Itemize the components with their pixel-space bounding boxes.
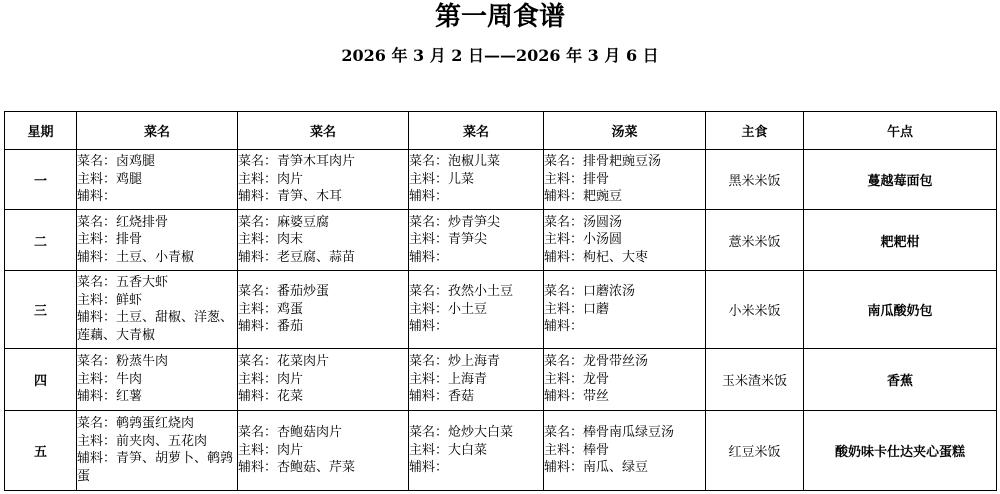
dish-name: 菜名：鹌鹑蛋红烧肉 [77,416,195,432]
dish-aux: 辅料： [409,319,449,335]
dish-name: 菜名：汤圆汤 [544,214,623,230]
dish-name: 菜名：杏鲍菇肉片 [238,425,343,440]
dish-cell [409,150,544,210]
dish-aux: 辅料：枸杞、大枣 [544,249,649,265]
dish-main: 主料：口蘑 [544,301,610,317]
dish-main: 主料：小汤圆 [544,232,623,248]
table-row [5,150,997,210]
dish-aux: 辅料：番茄 [238,319,304,335]
weekly-menu-table [4,111,997,491]
dish-name: 菜名：炝炒大白菜 [409,425,514,440]
dish-main: 主料：前夹肉、五花肉 [77,433,208,449]
dish-aux: 辅料：青笋、木耳 [238,189,343,205]
dish-main: 主料：龙骨 [544,371,610,387]
soup-cell [544,410,706,491]
day-cell: 三 [5,270,77,348]
day-cell: 四 [5,349,77,410]
day-cell: 五 [5,410,77,491]
header-soup: 汤菜 [544,112,706,150]
header-dish-2: 菜名 [238,112,409,150]
dish-name: 菜名：炒青笋尖 [409,214,501,230]
dish-name: 菜名：龙骨带丝汤 [544,354,649,370]
dish-name: 菜名：青笋木耳肉片 [238,154,356,170]
dish-aux: 辅料： [409,460,449,475]
dish-name: 菜名：排骨耙豌豆汤 [544,154,662,170]
dish-aux: 辅料：香菇 [409,389,475,405]
staple-cell: 玉米渣米饭 [706,349,804,410]
dish-cell [409,410,544,491]
dish-main: 主料：肉片 [238,371,304,387]
table-row [5,210,997,270]
dish-aux: 辅料： [77,189,117,205]
dish-aux: 辅料：红薯 [77,389,143,405]
dish-name: 菜名：孜然小土豆 [409,284,514,300]
dish-aux: 辅料：杏鲍菇、芹菜 [238,460,356,475]
dish-main: 主料：牛肉 [77,371,143,387]
table-row [5,349,997,410]
dish-main: 主料：鸡蛋 [238,301,304,317]
dish-aux: 辅料：耙豌豆 [544,189,623,205]
header-staple: 主食 [706,112,804,150]
dish-aux: 辅料：带丝 [544,389,610,405]
page-title: 第一周食谱 [434,2,565,32]
dish-cell [409,349,544,410]
date-range: 2026 年 3 月 2 日——2026 年 3 月 6 日 [341,46,659,65]
dish-cell [77,349,238,410]
dish-aux: 辅料：南瓜、绿豆 [544,460,649,475]
soup-cell [544,349,706,410]
dish-cell [77,270,238,348]
dish-name: 菜名：五香大虾 [77,275,169,291]
dish-aux: 辅料：老豆腐、蒜苗 [238,249,356,265]
dish-cell [409,210,544,270]
dish-cell [77,410,238,491]
dish-cell [238,270,409,348]
dish-cell [77,210,238,270]
staple-cell: 薏米米饭 [706,210,804,270]
snack-cell: 蔓越莓面包 [804,150,997,210]
dish-cell [238,210,409,270]
header-day: 星期 [5,112,77,150]
dish-main: 主料：鸡腿 [77,171,143,187]
dish-name: 菜名：口蘑浓汤 [544,284,636,300]
dish-main: 主料：上海青 [409,371,488,387]
dish-name: 菜名：卤鸡腿 [77,154,156,170]
header-dish-3: 菜名 [409,112,544,150]
dish-aux: 辅料： [409,189,449,205]
dish-name: 菜名：炒上海青 [409,354,501,370]
dish-name: 菜名：番茄炒蛋 [238,284,330,300]
snack-cell: 香蕉 [804,349,997,410]
dish-main: 主料：儿菜 [409,171,475,187]
dish-cell [238,410,409,491]
dish-main: 主料：肉末 [238,232,304,248]
table-row [5,410,997,491]
dish-aux: 辅料： [409,249,449,265]
soup-cell [544,150,706,210]
dish-cell [238,349,409,410]
dish-cell [77,150,238,210]
dish-main: 主料：肉片 [238,171,304,187]
staple-cell: 红豆米饭 [706,410,804,491]
table-row [5,270,997,348]
dish-name: 菜名：棒骨南瓜绿豆汤 [544,425,675,440]
dish-aux: 辅料：花菜 [238,389,304,405]
dish-cell [409,270,544,348]
header-row [5,112,997,150]
dish-main: 主料：大白菜 [409,442,488,458]
snack-cell: 南瓜酸奶包 [804,270,997,348]
dish-name: 菜名：花菜肉片 [238,354,330,370]
soup-cell [544,270,706,348]
dish-name: 菜名：红烧排骨 [77,214,169,230]
dish-cell [238,150,409,210]
day-cell: 二 [5,210,77,270]
dish-aux: 辅料： [544,319,584,335]
dish-main: 主料：鲜虾 [77,292,143,308]
header-dish-1: 菜名 [77,112,238,150]
dish-main: 主料：排骨 [77,232,143,248]
staple-cell: 小米米饭 [706,270,804,348]
dish-name: 菜名：麻婆豆腐 [238,214,330,230]
dish-aux: 辅料：土豆、甜椒、洋葱、莲藕、大青椒 [77,310,234,343]
dish-name: 菜名：粉蒸牛肉 [77,354,169,370]
dish-main: 主料：棒骨 [544,442,610,458]
dish-main: 主料：排骨 [544,171,610,187]
dish-main: 主料：肉片 [238,442,304,458]
dish-aux: 辅料：土豆、小青椒 [77,249,195,265]
soup-cell [544,210,706,270]
snack-cell: 耙耙柑 [804,210,997,270]
day-cell: 一 [5,150,77,210]
staple-cell: 黑米米饭 [706,150,804,210]
dish-main: 主料：青笋尖 [409,232,488,248]
snack-cell: 酸奶味卡仕达夹心蛋糕 [804,410,997,491]
dish-main: 主料：小土豆 [409,301,488,317]
header-snack: 午点 [804,112,997,150]
dish-aux: 辅料：青笋、胡萝卜、鹌鹑蛋 [77,451,234,484]
dish-name: 菜名：泡椒儿菜 [409,154,501,170]
